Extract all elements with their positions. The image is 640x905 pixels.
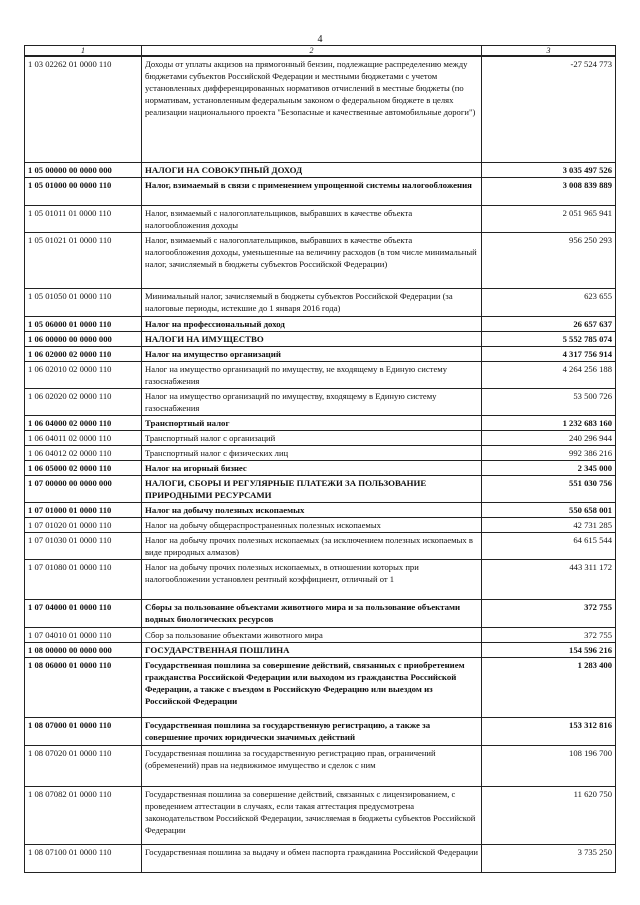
code-cell: 1 06 02010 02 0000 110 xyxy=(25,361,142,388)
table-row xyxy=(25,717,616,745)
code-cell: 1 05 01000 00 0000 110 xyxy=(25,177,142,205)
amount-cell: 154 596 216 xyxy=(482,642,616,657)
code-cell: 1 08 07100 01 0000 110 xyxy=(25,844,142,872)
code-cell: 1 05 00000 00 0000 000 xyxy=(25,162,142,177)
amount-cell: 153 312 816 xyxy=(482,717,616,745)
amount-cell: 992 386 216 xyxy=(482,445,616,460)
amount-cell: 3 008 839 889 xyxy=(482,177,616,205)
name-cell: Государственная пошлина за совершение действий, связанных с лицензированием, с проведением аттестации в случаях, если такая аттестация предусмотрена законодательством Российской Федерации, зачисляемая в бюджеты субъектов Российской Федерации xyxy=(142,786,482,844)
code-cell: 1 08 00000 00 0000 000 xyxy=(25,642,142,657)
amount-cell: 3 035 497 526 xyxy=(482,162,616,177)
table-row xyxy=(25,288,616,316)
code-cell: 1 07 01000 01 0000 110 xyxy=(25,502,142,517)
name-cell: Сбор за пользование объектами животного мира xyxy=(142,627,482,642)
table-row xyxy=(25,388,616,415)
column-header-amount: 3 xyxy=(482,46,616,57)
code-cell: 1 05 06000 01 0000 110 xyxy=(25,316,142,331)
code-cell: 1 08 07020 01 0000 110 xyxy=(25,745,142,786)
code-cell: 1 08 07000 01 0000 110 xyxy=(25,717,142,745)
code-cell: 1 05 01011 01 0000 110 xyxy=(25,205,142,232)
name-cell: Государственная пошлина за совершение действий, связанных с приобретением гражданства Российской Федерации или выходом из гражданства Российской Федерации, а также с въездом в Российскую Федерацию или выездом из Российской Федерации xyxy=(142,657,482,717)
code-cell: 1 06 05000 02 0000 110 xyxy=(25,460,142,475)
amount-cell: 956 250 293 xyxy=(482,232,616,288)
name-cell: Сборы за пользование объектами животного мира и за пользование объектами водных биологических ресурсов xyxy=(142,599,482,627)
amount-cell: 550 658 001 xyxy=(482,502,616,517)
amount-cell: 2 345 000 xyxy=(482,460,616,475)
code-cell: 1 07 04000 01 0000 110 xyxy=(25,599,142,627)
code-cell: 1 07 04010 01 0000 110 xyxy=(25,627,142,642)
name-cell: Транспортный налог с организаций xyxy=(142,430,482,445)
table-row xyxy=(25,177,616,205)
name-cell: Налог на добычу прочих полезных ископаемых, в отношении которых при налогообложении установлен рентный коэффициент, отличный от 1 xyxy=(142,559,482,599)
table-row xyxy=(25,532,616,559)
table-row xyxy=(25,642,616,657)
amount-cell: 372 755 xyxy=(482,627,616,642)
table-row xyxy=(25,205,616,232)
name-cell: Налог, взимаемый в связи с применением упрощенной системы налогообложения xyxy=(142,177,482,205)
table-row xyxy=(25,361,616,388)
amount-cell: 3 735 250 xyxy=(482,844,616,872)
name-cell: Государственная пошлина за государственную регистрацию прав, ограничений (обременений) прав на недвижимое имущество и сделок с ним xyxy=(142,745,482,786)
table-row xyxy=(25,599,616,627)
table-row xyxy=(25,430,616,445)
column-header-row xyxy=(25,46,616,57)
code-cell: 1 06 04012 02 0000 110 xyxy=(25,445,142,460)
table-row xyxy=(25,232,616,288)
table-row xyxy=(25,745,616,786)
code-cell: 1 07 01020 01 0000 110 xyxy=(25,517,142,532)
table-row xyxy=(25,502,616,517)
amount-cell: 623 655 xyxy=(482,288,616,316)
code-cell: 1 06 02000 02 0000 110 xyxy=(25,346,142,361)
table-row xyxy=(25,346,616,361)
name-cell: Налог на игорный бизнес xyxy=(142,460,482,475)
amount-cell: 26 657 637 xyxy=(482,316,616,331)
amount-cell: 64 615 544 xyxy=(482,532,616,559)
table-row xyxy=(25,162,616,177)
amount-cell: 2 051 965 941 xyxy=(482,205,616,232)
code-cell: 1 06 04000 02 0000 110 xyxy=(25,415,142,430)
name-cell: НАЛОГИ, СБОРЫ И РЕГУЛЯРНЫЕ ПЛАТЕЖИ ЗА ПОЛЬЗОВАНИЕ ПРИРОДНЫМИ РЕСУРСАМИ xyxy=(142,475,482,502)
table-row xyxy=(25,460,616,475)
amount-cell: -27 524 773 xyxy=(482,56,616,162)
table-row xyxy=(25,627,616,642)
amount-cell: 1 283 400 xyxy=(482,657,616,717)
table-row xyxy=(25,559,616,599)
table-row xyxy=(25,56,616,162)
name-cell: Налог на имущество организаций по имуществу, входящему в Единую систему газоснабжения xyxy=(142,388,482,415)
code-cell: 1 05 01050 01 0000 110 xyxy=(25,288,142,316)
code-cell: 1 07 01030 01 0000 110 xyxy=(25,532,142,559)
name-cell: Минимальный налог, зачисляемый в бюджеты субъектов Российской Федерации (за налоговые периоды, истекшие до 1 января 2016 года) xyxy=(142,288,482,316)
table-row xyxy=(25,445,616,460)
revenue-table xyxy=(24,45,616,873)
name-cell: Налог на добычу полезных ископаемых xyxy=(142,502,482,517)
name-cell: НАЛОГИ НА ИМУЩЕСТВО xyxy=(142,331,482,346)
table-row xyxy=(25,475,616,502)
table-row xyxy=(25,844,616,872)
name-cell: Транспортный налог с физических лиц xyxy=(142,445,482,460)
amount-cell: 240 296 944 xyxy=(482,430,616,445)
table-body xyxy=(25,46,616,873)
column-header-code: 1 xyxy=(25,46,142,57)
amount-cell: 551 030 756 xyxy=(482,475,616,502)
amount-cell: 42 731 285 xyxy=(482,517,616,532)
table-row xyxy=(25,331,616,346)
name-cell: Налог на добычу прочих полезных ископаемых (за исключением полезных ископаемых в виде природных алмазов) xyxy=(142,532,482,559)
name-cell: Налог на имущество организаций xyxy=(142,346,482,361)
table-row xyxy=(25,517,616,532)
page-number: 4 xyxy=(317,34,323,45)
name-cell: Государственная пошлина за государственную регистрацию, а также за совершение прочих юридически значимых действий xyxy=(142,717,482,745)
name-cell: Налог, взимаемый с налогоплательщиков, выбравших в качестве объекта налогообложения доходы, уменьшенные на величину расходов (в том числе минимальный налог, зачисляемый в бюджеты субъектов Российской Федерации) xyxy=(142,232,482,288)
amount-cell: 372 755 xyxy=(482,599,616,627)
name-cell: Транспортный налог xyxy=(142,415,482,430)
code-cell: 1 06 04011 02 0000 110 xyxy=(25,430,142,445)
amount-cell: 5 552 785 074 xyxy=(482,331,616,346)
name-cell: Налог на добычу общераспространенных полезных ископаемых xyxy=(142,517,482,532)
name-cell: Налог, взимаемый с налогоплательщиков, выбравших в качестве объекта налогообложения доходы xyxy=(142,205,482,232)
name-cell: Государственная пошлина за выдачу и обмен паспорта гражданина Российской Федерации xyxy=(142,844,482,872)
amount-cell: 4 264 256 188 xyxy=(482,361,616,388)
amount-cell: 1 232 683 160 xyxy=(482,415,616,430)
amount-cell: 11 620 750 xyxy=(482,786,616,844)
name-cell: Налог на профессиональный доход xyxy=(142,316,482,331)
amount-cell: 443 311 172 xyxy=(482,559,616,599)
amount-cell: 4 317 756 914 xyxy=(482,346,616,361)
table-row xyxy=(25,316,616,331)
amount-cell: 108 196 700 xyxy=(482,745,616,786)
name-cell: Доходы от уплаты акцизов на прямогонный бензин, подлежащие распределению между бюджетами субъектов Российской Федерации и местными бюджетами с учетом установленных дифференцированных нормативов отчислений в местные бюджеты (по нормативам, установленным федеральным законом о федеральном бюджете в целях реализации национального проекта "Безопасные и качественные автомобильные дороги") xyxy=(142,56,482,162)
name-cell: НАЛОГИ НА СОВОКУПНЫЙ ДОХОД xyxy=(142,162,482,177)
name-cell: Налог на имущество организаций по имуществу, не входящему в Единую систему газоснабжения xyxy=(142,361,482,388)
table-row xyxy=(25,657,616,717)
code-cell: 1 06 02020 02 0000 110 xyxy=(25,388,142,415)
code-cell: 1 08 07082 01 0000 110 xyxy=(25,786,142,844)
code-cell: 1 07 01080 01 0000 110 xyxy=(25,559,142,599)
name-cell: ГОСУДАРСТВЕННАЯ ПОШЛИНА xyxy=(142,642,482,657)
amount-cell: 53 500 726 xyxy=(482,388,616,415)
code-cell: 1 03 02262 01 0000 110 xyxy=(25,56,142,162)
code-cell: 1 08 06000 01 0000 110 xyxy=(25,657,142,717)
code-cell: 1 07 00000 00 0000 000 xyxy=(25,475,142,502)
code-cell: 1 05 01021 01 0000 110 xyxy=(25,232,142,288)
table-row xyxy=(25,415,616,430)
column-header-name: 2 xyxy=(142,46,482,57)
code-cell: 1 06 00000 00 0000 000 xyxy=(25,331,142,346)
table-row xyxy=(25,786,616,844)
